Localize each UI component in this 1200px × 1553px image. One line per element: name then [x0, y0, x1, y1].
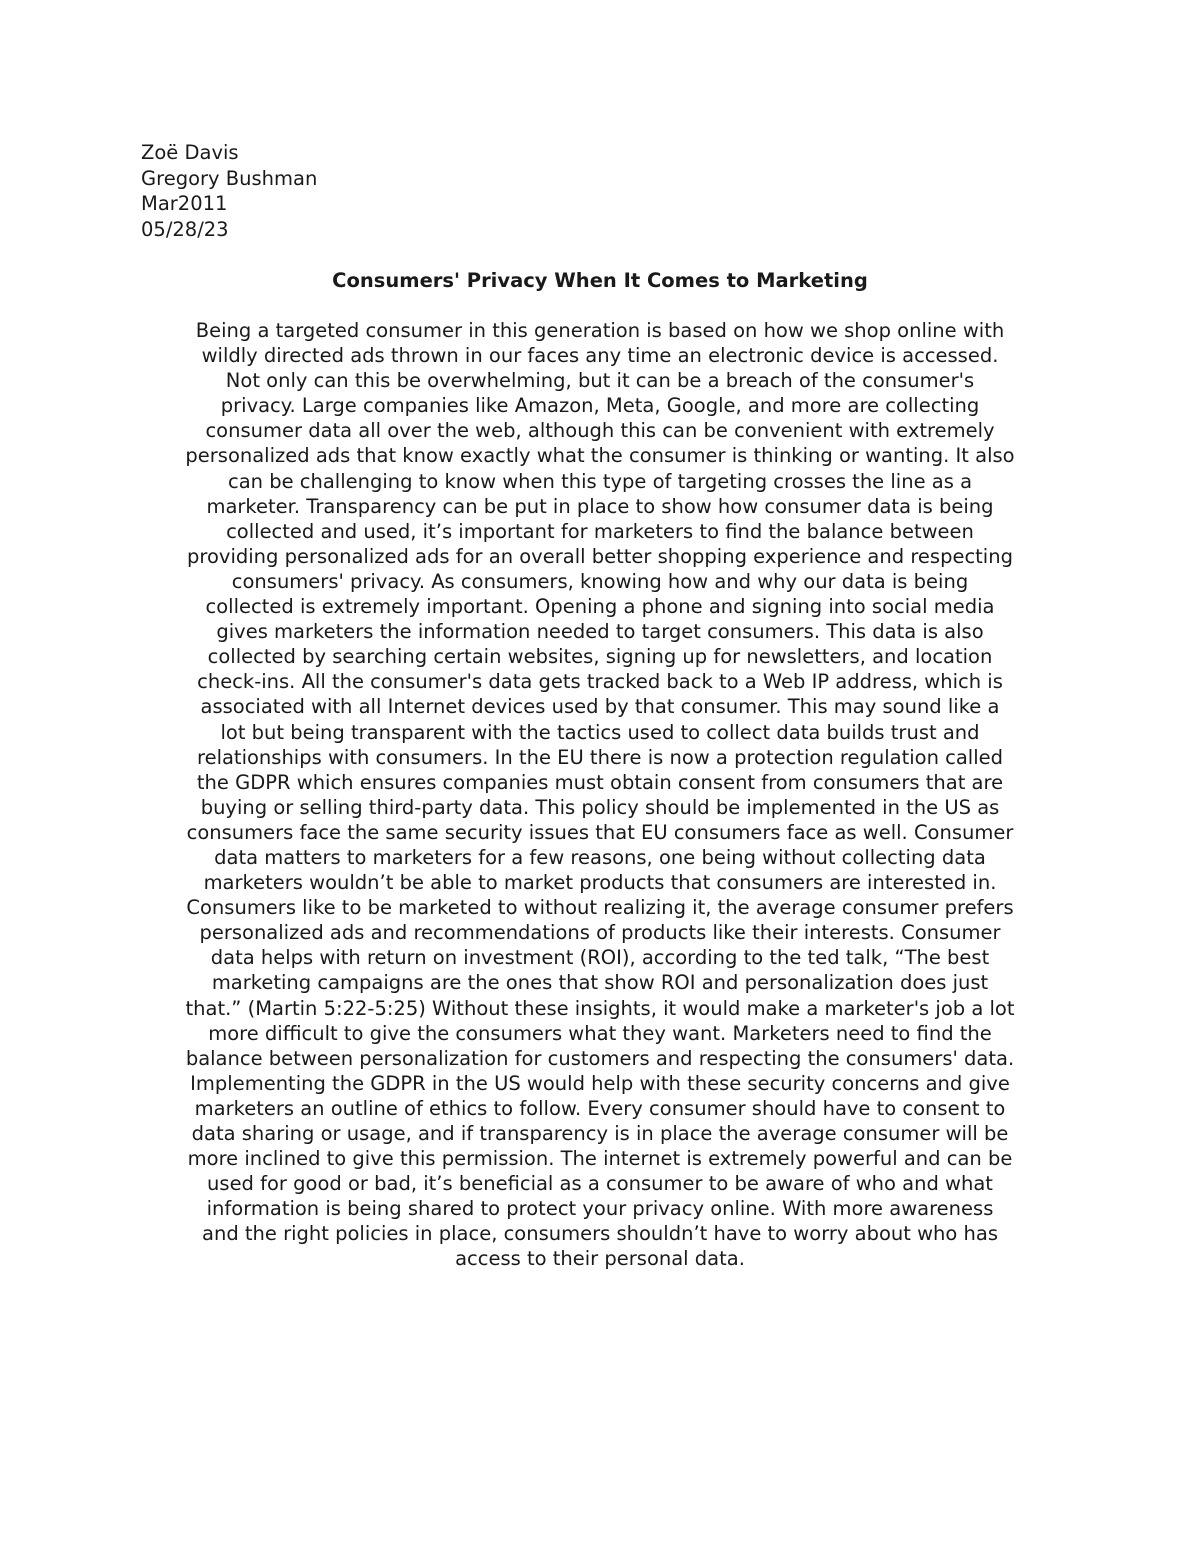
essay-line: privacy. Large companies like Amazon, Meta, Google, and more are collecting [220, 394, 980, 418]
essay-line: consumer data all over the web, although this can be convenient with extremely [205, 419, 995, 443]
essay-line: collected by searching certain websites, signing up for newsletters, and location [207, 645, 993, 669]
essay-line: consumers' privacy. As consumers, knowing how and why our data is being [231, 569, 969, 593]
essay-line: marketers an outline of ethics to follow. Every consumer should have to consent to [194, 1096, 1006, 1120]
essay-line: lot but being transparent with the tactics used to collect data builds trust and [220, 720, 980, 744]
essay-line: and the right policies in place, consumers shouldn’t have to worry about who has [202, 1222, 998, 1246]
essay-line: more inclined to give this permission. The internet is extremely powerful and can be [187, 1147, 1013, 1171]
essay-line: access to their personal data. [455, 1247, 745, 1271]
essay-line: Consumers like to be marketed to without realizing it, the average consumer prefers [186, 896, 1014, 920]
essay-line: collected and used, it’s important for marketers to find the balance between [226, 519, 974, 543]
essay-line: can be challenging to know when this type of targeting crosses the line as a [227, 469, 973, 493]
instructor-name: Gregory Bushman [141, 166, 318, 190]
essay-line: used for good or bad, it’s beneficial as a consumer to be aware of who and what [207, 1172, 993, 1196]
essay-line: Not only can this be overwhelming, but it can be a breach of the consumer's [225, 369, 975, 393]
document-date: 05/28/23 [141, 217, 229, 241]
document-header [141, 140, 317, 242]
essay-line: gives marketers the information needed to target consumers. This data is also [216, 620, 984, 644]
essay-line: relationships with consumers. In the EU there is now a protection regulation called [196, 745, 1004, 769]
essay-line: that.” (Martin 5:22-5:25) Without these insights, it would make a marketer's job a lot [185, 996, 1015, 1020]
essay-line: consumers face the same security issues that EU consumers face as well. Consumer [186, 820, 1014, 844]
essay-line: check-ins. All the consumer's data gets tracked back to a Web IP address, which is [197, 670, 1003, 694]
essay-line: information is being shared to protect your privacy online. With more awareness [206, 1197, 994, 1221]
course-code: Mar2011 [141, 192, 228, 215]
essay-line: data sharing or usage, and if transparency is in place the average consumer will be [191, 1122, 1009, 1145]
essay-line: personalized ads that know exactly what the consumer is thinking or wanting. It also [185, 444, 1015, 468]
essay-line: marketing campaigns are the ones that show ROI and personalization does just [211, 971, 989, 995]
essay-line: Implementing the GDPR in the US would help with these security concerns and give [190, 1071, 1010, 1095]
essay-line: wildly directed ads thrown in our faces any time an electronic device is accessed. [201, 344, 999, 368]
essay-line: personalized ads and recommendations of products like their interests. Consumer [199, 921, 1001, 945]
essay-line: buying or selling third-party data. This policy should be implemented in the US as [200, 795, 1000, 819]
essay-line: marketers wouldn’t be able to market products that consumers are interested in. [203, 871, 997, 895]
essay-line: data helps with return on investment (ROI), according to the ted talk, “The best [210, 946, 990, 970]
essay-line: collected is extremely important. Opening a phone and signing into social media [205, 595, 995, 619]
essay-line: Being a targeted consumer in this generation is based on how we shop online with [195, 319, 1005, 342]
essay-line: the GDPR which ensures companies must obtain consent from consumers that are [196, 770, 1004, 794]
essay-line: balance between personalization for customers and respecting the consumers' data. [185, 1046, 1015, 1070]
document-title: Consumers' Privacy When It Comes to Marketing [332, 269, 868, 292]
essay-line: more difficult to give the consumers what they want. Marketers need to find the [208, 1021, 992, 1045]
essay-body [0, 318, 1200, 1272]
essay-line: associated with all Internet devices used by that consumer. This may sound like a [200, 695, 1000, 719]
essay-line: data matters to marketers for a few reasons, one being without collecting data [214, 845, 986, 869]
student-name: Zoë Davis [141, 141, 239, 164]
essay-line: providing personalized ads for an overall better shopping experience and respecting [187, 544, 1013, 568]
essay-line: marketer. Transparency can be put in place to show how consumer data is being [206, 494, 994, 518]
